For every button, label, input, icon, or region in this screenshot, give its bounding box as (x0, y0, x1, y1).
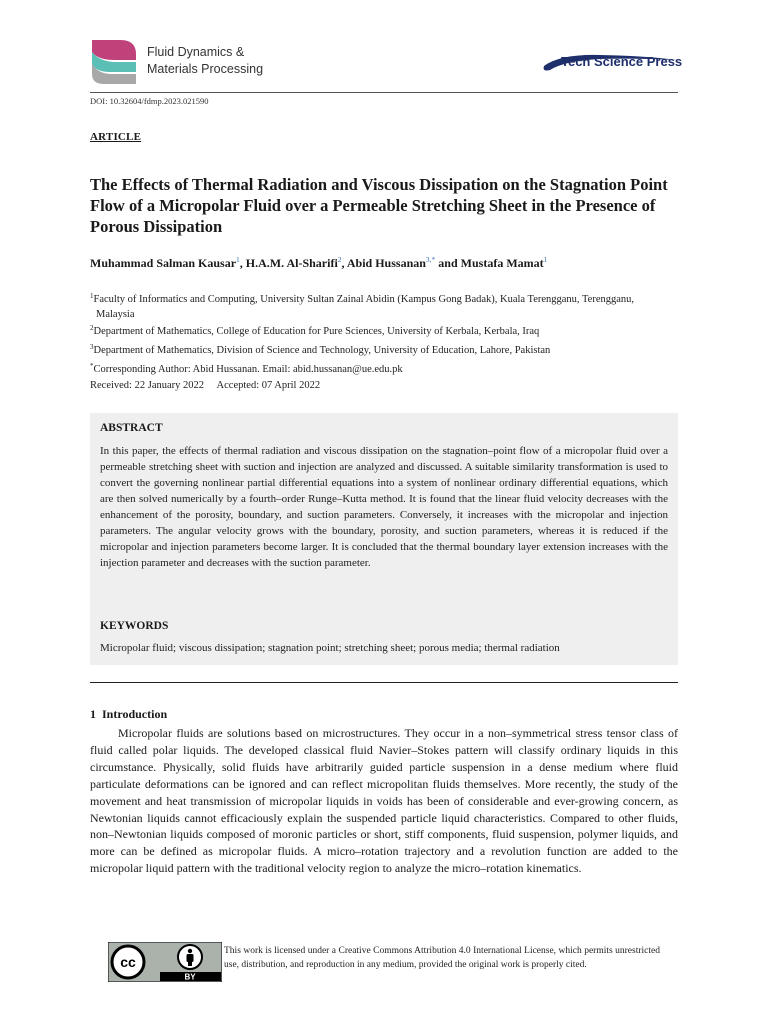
journal-name-line2: Materials Processing (147, 62, 264, 76)
journal-name-line1: Fluid Dynamics & (147, 45, 245, 59)
cc-by-label: BY (184, 972, 196, 982)
cc-by-license-badge[interactable] (108, 942, 222, 982)
author-affiliation-mark[interactable]: 3,* (425, 255, 436, 264)
affiliation-text: Department of Mathematics, Division of Science and Technology, University of Education, Lahore, Pakistan (93, 345, 551, 356)
affiliation-mark: 3 (90, 343, 94, 351)
affiliation-1 (90, 289, 690, 322)
affiliation-mark: 1 (90, 292, 94, 300)
introduction-paragraph: Micropolar fluids are solutions based on microstructures. They occur in a non–symmetrical stress tensor class of fluid called polar liquids. The developed classical fluid Navier–Stokes pattern will classify ordinary liquids in this circumstance. Physically, solid fluids have arbitrarily guided particle suspension in a dense medium where fluid particulate deformations can be ignored and can reflect micropolitan fluids themselves. More recently, the study of the movement and heat transmission of micropolar liquids in voids has been of considerable and ever-growing concern, as Newtonian liquids cannot efficaciously explain the suspended particle liquid characteristics. Compared to other fluids, non–Newtonian liquids composed of moronic particles or short, stiff components, fluid suspension, polymer liquids, and more can be defined as micropolar fluids. A micro–rotation trajectory and a revolution function are added to the micropolar liquid pattern with the traditional velocity region to analyze the micro–rotation kinematics. (90, 726, 678, 876)
keywords-text: Micropolar fluid; viscous dissipation; stagnation point; stretching sheet; porous media; thermal radiation (100, 642, 560, 654)
abstract-text: In this paper, the effects of thermal radiation and viscous dissipation on the stagnation–point flow of a micropolar fluid over a permeable stretching sheet with suction and injection are analyzed and discussed. A suitable similarity transformation is used to convert the governing nonlinear partial differential equations into a system of nonlinear ordinary differential equations, which are then solved numerically by a fourth–order Runge–Kutta method. It is found that the linear fluid velocity decreases with the enhancement of the porosity, boundary, and suction parameters. Conversely, it increases with the micropolar and injection parameters. The angular velocity grows with the boundary, porosity, and suction parameters, whereas it is reduced if the micropolar and injection parameters become larger. It is concluded that the thermal boundary layer extension increases with the injection parameter and decreases with the suction parameter. (100, 445, 668, 569)
author-name: Mustafa Mamat (460, 256, 544, 270)
article-type-label: ARTICLE (90, 131, 142, 143)
publisher-logo (540, 50, 683, 76)
author-separator: , (239, 256, 246, 270)
affiliation-text-cont: Malaysia (96, 309, 135, 320)
publisher-name: Tech Science Press (561, 54, 683, 69)
author-separator: and (435, 256, 461, 270)
paper-title: The Effects of Thermal Radiation and Viscous Dissipation on the Stagnation Point Flow of a Micropolar Fluid over a Permeable Stretching Sheet in the Presence of Porous Dissipation (90, 175, 668, 236)
affiliation-text: Faculty of Informatics and Computing, University Sultan Zainal Abidin (Kampus Gong Badak), Kuala Terengganu, Terengganu, (93, 294, 635, 305)
introduction-body (90, 725, 678, 877)
introduction-heading: 1 Introduction (90, 707, 168, 721)
section-divider (90, 682, 678, 683)
creative-commons-icon (112, 946, 144, 978)
corresponding-author-text: Corresponding Author: Abid Hussanan. Email: abid.hussanan@ue.edu.pk (93, 364, 403, 375)
doi: DOI: 10.32604/fdmp.2023.021590 (90, 96, 209, 106)
author-name: Muhammad Salman Kausar (90, 256, 237, 270)
affiliation-mark: 2 (90, 324, 94, 332)
author-affiliation-mark[interactable]: 2 (337, 255, 342, 264)
corresponding-author (90, 359, 690, 377)
affiliation-2 (90, 321, 690, 339)
affiliation-mark: * (90, 362, 94, 370)
license-statement: This work is licensed under a Creative Commons Attribution 4.0 International License, which permits unrestricted use, distribution, and reproduction in any medium, provided the original work is properly cited. (224, 946, 660, 970)
journal-logo (90, 38, 138, 86)
abstract-heading: ABSTRACT (100, 422, 163, 434)
affiliation-3 (90, 340, 690, 358)
author-affiliation-mark[interactable]: 1 (543, 255, 548, 264)
author-name: Abid Hussanan (346, 256, 426, 270)
author-list (90, 255, 547, 271)
author-separator: , (341, 256, 347, 270)
attribution-person-icon (178, 945, 202, 969)
author-name: H.A.M. Al-Sharifi (245, 256, 338, 270)
header-divider (90, 92, 678, 93)
keywords-heading: KEYWORDS (100, 620, 169, 632)
cc-mark: cc (120, 954, 136, 970)
author-affiliation-mark[interactable]: 1 (236, 255, 240, 264)
affiliation-text: Department of Mathematics, College of Education for Pure Sciences, University of Kerbala, Kerbala, Iraq (93, 326, 540, 337)
received-accepted-dates: Received: 22 January 2022 Accepted: 07 April 2022 (90, 380, 321, 391)
journal-name (147, 44, 263, 78)
abstract-box (90, 413, 678, 665)
